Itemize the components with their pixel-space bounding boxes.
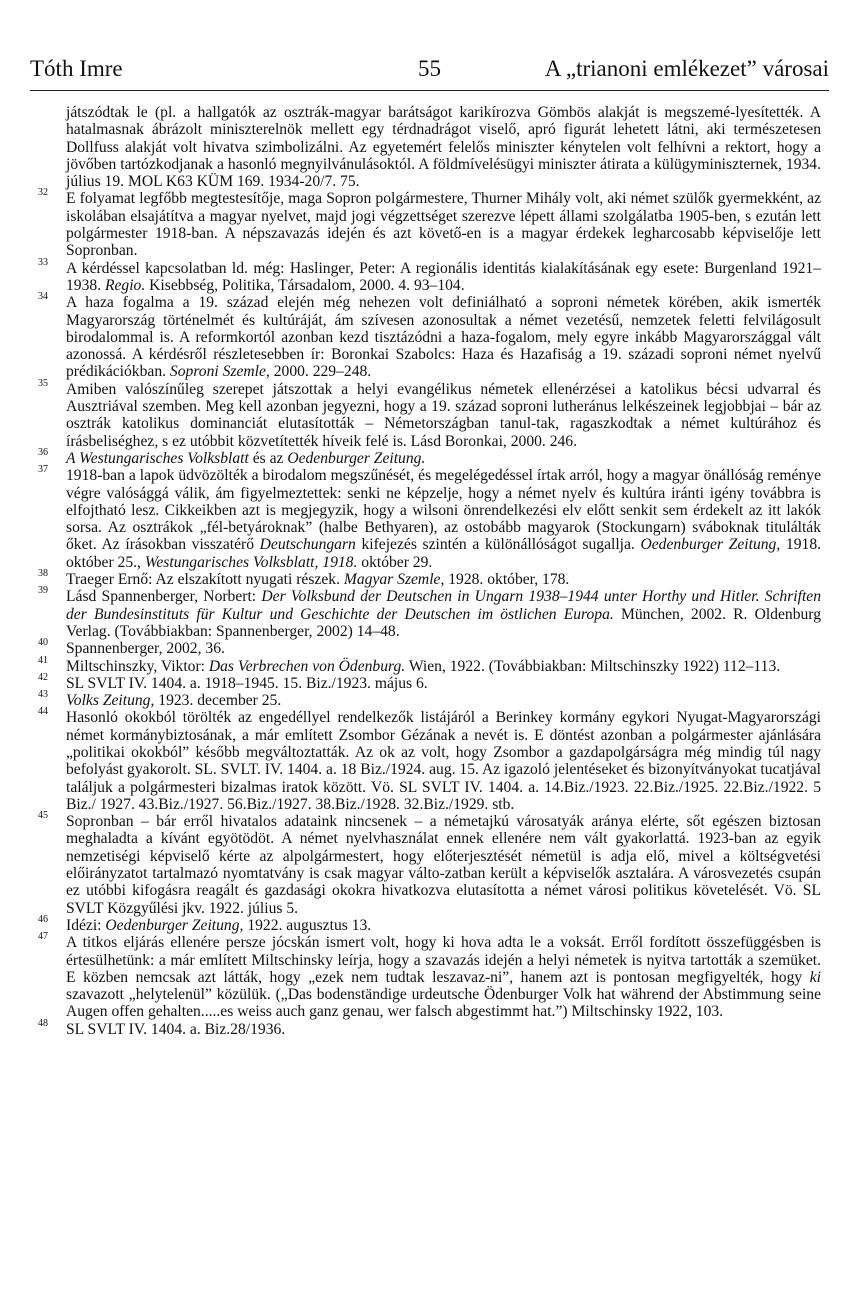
- footnote-number: 42: [38, 671, 48, 683]
- footnote-text: [66, 571, 821, 588]
- footnote-text: [66, 1021, 821, 1038]
- footnote: [38, 256, 821, 295]
- footnote-text: [66, 813, 821, 917]
- footnote-text-segment: A haza fogalma a 19. század elején még nehezen volt definiálható a soproni németek körében, akik ismerték Magyarország történelmét és kultúráját, ám szívesen azonosultak a német vezetésű, nemzetek feletti felvilágosult birodalommal is. A reformkortól azonban kezd tisztázódni a haza-fogalom, mely egyre inkább Magyarországgal vált azonossá. A kérdésről részletesebben ír: Boronkai Szabolcs: Haza és Hazafiság a 19. századi soproni német nyelvű prédikációkban.: [66, 294, 821, 381]
- footnote: [38, 637, 821, 658]
- footnote: [38, 671, 821, 692]
- footnote-number: 43: [38, 689, 48, 701]
- footnote-text-segment: és az: [248, 449, 288, 467]
- footnote-number: 44: [38, 706, 48, 718]
- footnote: [38, 464, 822, 571]
- running-header-title: A „trianoni emlékezet” városai: [544, 56, 829, 81]
- page-number: 55: [418, 56, 441, 81]
- footnote-italic-segment: Regio.: [104, 276, 146, 294]
- footnote-text-segment: Kisebbség, Politika, Társadalom, 2000. 4. 93–104.: [145, 276, 465, 294]
- footnote-text: [66, 294, 821, 380]
- footnote-text-segment: Idézi:: [66, 916, 106, 934]
- footnote: [38, 810, 821, 917]
- footnote-number: 33: [38, 256, 48, 268]
- footnote-text-segment: Sopronban – bár erről hivatalos adataink nincsenek – a németajkú városatyák aránya elérte, sőt egészen biztosan meghaladta a kívánt egyötödöt. A német nyelvhasználat ennek ellenére nem vált gyakorlattá. 1923-ban az egyik nemzetiségi képviselő kérte az alpolgármestert, hogy előterjesztését németül is adja elő, mivel a költségvetési előirányzatot tartalmazó nyomtatvány is csak magyar válto-zatban került a képviselők asztalára. A városvezetés csupán ez utóbbi kifogásra reagált és gazdasági okokra hivatkozva elutasította a német városi politikus követelését. Vö. SL SVLT Közgyűlési jkv. 1922. július 5.: [66, 813, 821, 917]
- footnote-italic-segment: Deutschungarn: [259, 536, 356, 554]
- footnote-text-segment: 1918. október 25.,: [66, 536, 822, 571]
- footnote-italic-segment: Westungarisches Volksblatt, 1918.: [144, 553, 358, 571]
- footnote: [38, 568, 821, 589]
- footnote: [38, 931, 821, 1021]
- footnote-text-segment: Wien, 1922. (Továbbiakban: Miltschinszky 1922) 112–113.: [405, 657, 781, 675]
- footnote-text-segment: 1928. október, 178.: [444, 571, 570, 589]
- footnote: [38, 187, 821, 260]
- footnotes-list: [38, 104, 821, 1038]
- footnote-number: 39: [38, 585, 48, 597]
- footnote-text: [66, 709, 821, 813]
- footnote-italic-segment: Magyar Szemle,: [343, 571, 445, 589]
- footnote-number: 34: [38, 291, 48, 303]
- footnote-text-segment: SL SVLT IV. 1404. a. 1918–1945. 15. Biz./1923. május 6.: [66, 674, 428, 692]
- footnote-number: 40: [38, 637, 48, 649]
- footnote-text-segment: Hasonló okokból törölték az engedéllyel rendelkezők listájáról a Berinkey kormány egykori Nyugat-Magyarországi német kormánybiztosának, a már említett Zsombor Gézának a nevét is. E döntést azonban a polgármester ajánlására „politikai okokból” később megváltoztatták. Az ok az volt, hogy Zsombor a gazdapolgárságra még mindig túl nagy befolyást gyakorolt. SL. SVLT. IV. 1404. a. 18 Biz./1924. aug. 15. Az igazoló jelentéseket és bizonyítványokat tucatjával találjuk a polgármesteri bizalmas iratok között. Vö. SL SVLT IV. 1404. a. 14.Biz./1923. 22.Biz./1925. 22.Biz./1922. 5 Biz./ 1927. 43.Biz./1927. 56.Biz./1927. 38.Biz./1928. 32.Biz./1929. stb.: [66, 709, 821, 813]
- footnote-number: 37: [38, 464, 48, 476]
- footnote-text-segment: E folyamat legfőbb megtestesítője, maga Sopron polgármestere, Thurner Mihály volt, aki német szülők gyermekként, az iskolában elsajátítva a magyar nyelvet, majd jogi végzettséget szerezve lépett állami szolgálatba 1905-ben, s ezután lett polgármester 1918-ban. A népszavazás idején és azt követő-en is a magyar érdekek legharcosabb képviselője lett Sopronban.: [66, 190, 821, 260]
- footnote: [38, 291, 821, 381]
- footnote-text-segment: Lásd Spannenberger, Norbert:: [66, 588, 262, 606]
- footnote-number: 46: [38, 913, 48, 925]
- footnote-text-segment: játszódtak le (pl. a hallgatók az osztrák-magyar barátságot karikírozva Gömbös alakját is megszemé-lyesítették. A hatalmasnak ábrázolt miniszterelnök mellett egy térdnadrágot viselő, apró figurát lehetett látni, aki természetesen Dollfuss alakját volt hivatva szimbolizálni. Az egyetemért felelős miniszter kénytelen volt felhívni a rektort, hogy a jövőben tartózkodjanak a hasonló megnyilvánulásoktól. A földmívelésügyi miniszter átirata a külügyminiszternek, 1934. július 19. MOL K63 KÜM 169. 1934-20/7. 75.: [66, 104, 821, 191]
- footnote-text-segment: Amiben valószínűleg szerepet játszottak a helyi evangélikus németek ellenérzései a katolikus bécsi udvarral és Ausztriával szemben. Meg kell azonban jegyezni, hogy a 19. század soproni lutheránus lelkészeinek legjobbjai – bár az osztrák katolikus dominanciát elutasították – Németországban tanul-tak, ragaszkodtak a német kultúrához és írásbeliséghez, s ez utóbbit közvetítették híveik felé is. Lásd Boronkai, 2000. 246.: [66, 380, 821, 450]
- footnote-text-segment: 1922. augusztus 13.: [243, 916, 372, 934]
- footnote-text-segment: 1918-ban a lapok üdvözölték a birodalom megszűnését, és megelégedéssel írtak arról, hogy a magyar önállóság reménye végre valósággá válik, ám figyelmeztettek: senki ne képzelje, hogy a német nyelv és kultúra iránti igény továbbra is elfojtható lesz. Cikkeikben azt is megjegyzik, hogy a wilsoni önrendelkezési elv előtt senkit sem érdekelt az itt lakók sorsa. Az osztrákok „fél-betyároknak” (halbe Bethyaren), az ostobább magyarok (Stockungarn) sváboknak titulálták őket. Az írásokban visszatérő: [66, 467, 821, 554]
- footnote-text-segment: Miltschinszky, Viktor:: [66, 657, 209, 675]
- footnote: [38, 377, 821, 450]
- footnote-text-segment: október 29.: [357, 553, 433, 571]
- footnote-number: 41: [38, 654, 48, 666]
- running-header: [30, 56, 829, 86]
- footnote-italic-segment: Volks Zeitung,: [66, 692, 155, 710]
- footnote-text: [66, 381, 821, 450]
- footnote-text: [66, 104, 821, 190]
- footnote-italic-segment: Oedenburger Zeitung,: [640, 536, 781, 554]
- footnote-text-segment: A kérdéssel kapcsolatban ld. még: Haslinger, Peter: A regionális identitás kialakításának egy esete: Burgenland 1921–1938.: [66, 259, 821, 294]
- footnote-number: 36: [38, 446, 48, 458]
- running-header-author: Tóth Imre: [30, 56, 123, 81]
- footnote: [38, 913, 821, 934]
- footnote-number: 32: [38, 187, 48, 199]
- footnote-italic-segment: Oedenburger Zeitung.: [287, 449, 426, 467]
- footnote-text-segment: Traeger Ernő: Az elszakított nyugati részek.: [66, 571, 344, 589]
- footnote-italic-segment: Das Verbrechen von Ödenburg.: [208, 657, 406, 675]
- footnote: [38, 654, 821, 675]
- footnote-number: 38: [38, 568, 48, 580]
- footnote-italic-segment: Soproni Szemle,: [169, 363, 270, 381]
- footnote-number: 48: [38, 1017, 48, 1029]
- footnote-text-segment: 2000. 229–248.: [269, 363, 372, 381]
- footnote-text-segment: München, 2002. R. Oldenburg Verlag. (Továbbiakban: Spannenberger, 2002) 14–48.: [66, 605, 821, 640]
- footnote-text: [66, 675, 821, 692]
- footnote-italic-segment: A Westungarisches Volksblatt: [66, 449, 249, 467]
- footnote-text-segment: szavazott „helytelenül” közülük. („Das bodenständige urdeutsche Ödenburger Volk hat während der Abstimmung seine Augen offen gehalten.....es weiss auch ganz genau, wer falsch abgestimmt hat.”) Miltschinsky 1922, 103.: [66, 986, 821, 1021]
- footnote-text: [66, 260, 821, 295]
- footnote-italic-segment: Oedenburger Zeitung,: [105, 916, 244, 934]
- footnote-text-segment: 1923. december 25.: [154, 692, 282, 710]
- footnote-number: 45: [38, 810, 48, 822]
- footnote-text-segment: SL SVLT IV. 1404. a. Biz.28/1936.: [66, 1020, 286, 1038]
- footnote: [38, 1017, 821, 1038]
- footnote-text: [66, 640, 821, 657]
- footnote-text: [66, 450, 821, 467]
- footnote-text: [66, 190, 821, 259]
- footnote-text: [66, 692, 821, 709]
- footnote: [38, 585, 822, 640]
- footnote-text-segment: A titkos eljárás ellenére persze jócskán ismert volt, hogy ki hova adta le a voksát. Erről fordított összefüggésben is értesülhetünk: a már említett Miltschinsky leírja, hogy a szavazás idején a helyi németek is nyitva tartották a szemüket. E közben nemcsak azt látták, hogy „ezek nem tudtak leszavaz-ni”, hanem azt is pontosan megfigyelték, hogy: [66, 934, 821, 986]
- footnote-text: [66, 658, 821, 675]
- footnote-text-segment: kifejezés szintén a különállóságot sugallja.: [355, 536, 641, 554]
- header-rule: [30, 90, 829, 91]
- footnote: [38, 446, 821, 467]
- footnote-text: [66, 467, 821, 571]
- footnote-italic-segment: Der Volksbund der Deutschen in Ungarn 1938–1944 unter Horthy und Hitler. Schriften der Bundesinstituts für Kultur und Geschichte der Deutschen im östlichen Europa.: [66, 588, 822, 623]
- footnote-text-segment: Spannenberger, 2002, 36.: [66, 640, 225, 658]
- footnote-number: 47: [38, 931, 48, 943]
- footnote-text: [66, 588, 821, 640]
- footnote: [38, 706, 821, 813]
- footnote-text: [66, 934, 821, 1020]
- footnote-text: [66, 917, 821, 934]
- footnote: [38, 689, 821, 710]
- footnote-italic-segment: ki: [809, 968, 821, 986]
- footnote: [38, 104, 821, 190]
- footnote-number: 35: [38, 377, 48, 389]
